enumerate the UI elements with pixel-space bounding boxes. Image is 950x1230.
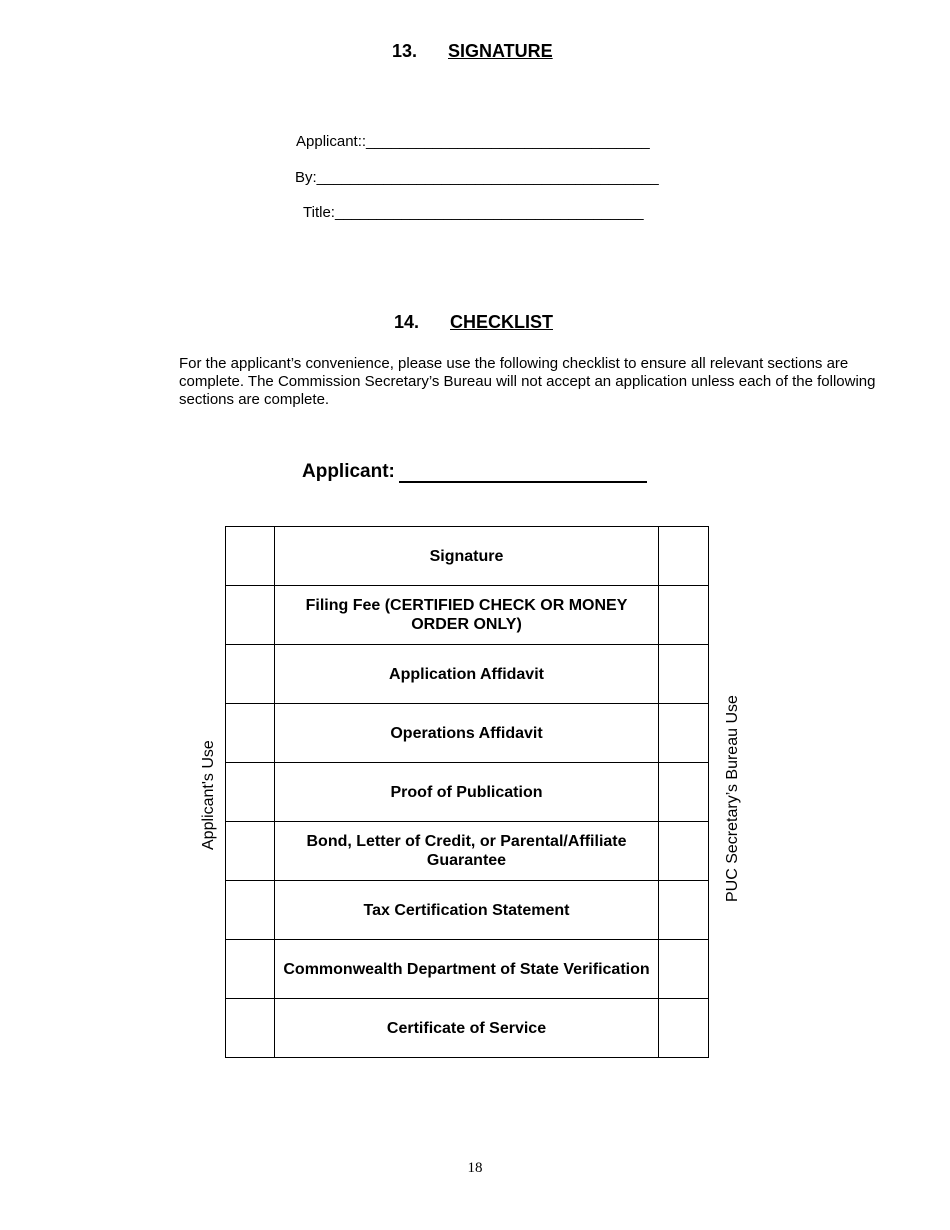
bureau-checkbox[interactable] (659, 527, 709, 586)
checklist-row (226, 763, 709, 822)
checklist-item: Application Affidavit (275, 645, 659, 704)
bureau-checkbox[interactable] (659, 704, 709, 763)
signature-by-line[interactable]: By:_________________________________________ (295, 169, 659, 186)
signature-applicant-line[interactable]: Applicant::__________________________________ (296, 133, 650, 150)
checklist-item: Proof of Publication (275, 763, 659, 822)
checklist-row (226, 940, 709, 999)
bureau-checkbox[interactable] (659, 999, 709, 1058)
checklist-table (225, 526, 709, 1058)
applicant-checkbox[interactable] (226, 586, 275, 645)
checklist-row (226, 822, 709, 881)
bureau-checkbox[interactable] (659, 763, 709, 822)
applicant-checkbox[interactable] (226, 999, 275, 1058)
page-number: 18 (467, 1160, 483, 1176)
applicant-checkbox[interactable] (226, 822, 275, 881)
checklist-applicant-field (302, 461, 647, 483)
section-14-heading (394, 312, 553, 333)
checklist-item: Commonwealth Department of State Verification (275, 940, 659, 999)
checklist-row (226, 586, 709, 645)
bureau-checkbox[interactable] (659, 881, 709, 940)
checklist-item: Certificate of Service (275, 999, 659, 1058)
section-13-title: SIGNATURE (448, 41, 553, 61)
checklist-applicant-blank[interactable] (399, 461, 647, 483)
section-14-number: 14. (394, 312, 420, 332)
applicant-checkbox[interactable] (226, 763, 275, 822)
bureau-checkbox[interactable] (659, 645, 709, 704)
checklist-row (226, 704, 709, 763)
puc-bureau-use-label: PUC Secretary’s Bureau Use (724, 695, 741, 902)
checklist-row (226, 527, 709, 586)
checklist-item: Operations Affidavit (275, 704, 659, 763)
applicant-checkbox[interactable] (226, 527, 275, 586)
applicant-checkbox[interactable] (226, 881, 275, 940)
checklist-intro-paragraph: For the applicant’s convenience, please use the following checklist to ensure all relevant sections are complete. The Commission Secretary’s Bureau will not accept an application unless each of the following sections are complete. (179, 355, 876, 408)
checklist-row (226, 999, 709, 1058)
section-13-number: 13. (392, 41, 418, 61)
applicant-checkbox[interactable] (226, 704, 275, 763)
bureau-checkbox[interactable] (659, 940, 709, 999)
bureau-checkbox[interactable] (659, 586, 709, 645)
bureau-checkbox[interactable] (659, 822, 709, 881)
checklist-applicant-label: Applicant: (302, 461, 395, 482)
checklist-item: Signature (275, 527, 659, 586)
checklist-row (226, 645, 709, 704)
applicants-use-label: Applicant's Use (200, 740, 217, 850)
checklist-item: Filing Fee (CERTIFIED CHECK OR MONEY ORDER ONLY) (275, 586, 659, 645)
checklist-row (226, 881, 709, 940)
signature-title-line[interactable]: Title:_____________________________________ (303, 204, 644, 221)
applicant-checkbox[interactable] (226, 940, 275, 999)
applicant-checkbox[interactable] (226, 645, 275, 704)
section-13-heading (392, 41, 553, 62)
checklist-item: Tax Certification Statement (275, 881, 659, 940)
checklist-item: Bond, Letter of Credit, or Parental/Affiliate Guarantee (275, 822, 659, 881)
section-14-title: CHECKLIST (450, 312, 553, 332)
